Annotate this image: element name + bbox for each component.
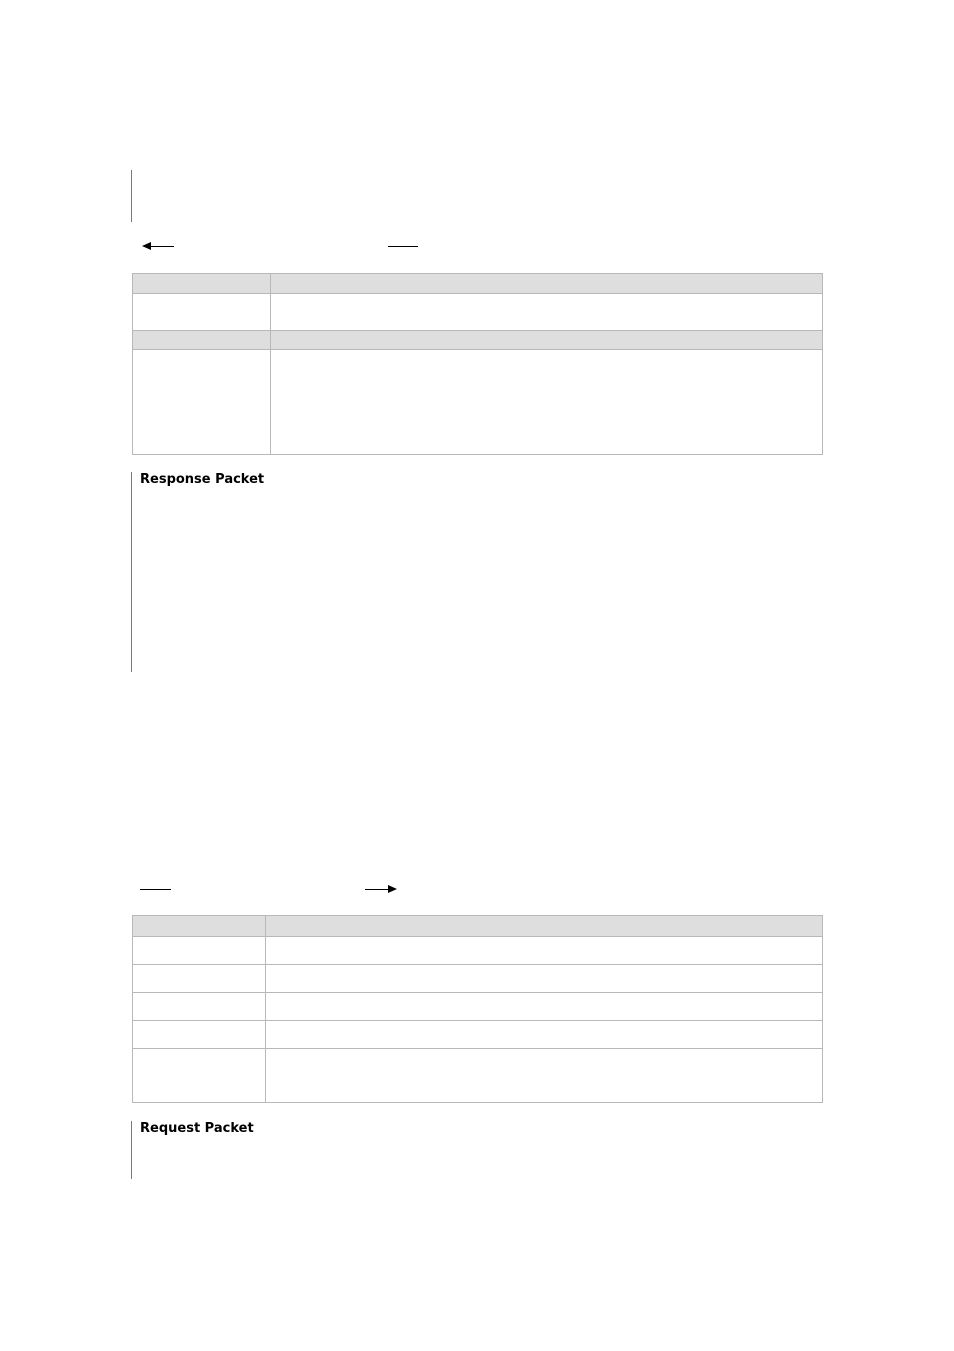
request-table (132, 915, 823, 1103)
left-rule-top (131, 170, 132, 222)
left-rule-request (131, 1121, 132, 1179)
table-cell (133, 916, 266, 936)
arrow-right-icon (388, 885, 397, 893)
table-row (133, 936, 822, 964)
table-cell (266, 993, 822, 1020)
table-cell (266, 937, 822, 964)
table-row (133, 349, 822, 454)
table-header-row (133, 274, 822, 293)
table-cell (133, 1049, 266, 1102)
table-cell (133, 937, 266, 964)
left-rule-response (131, 472, 132, 672)
arrow-left-shaft (150, 246, 174, 247)
response-packet-heading: Response Packet (140, 472, 265, 487)
table-cell (271, 294, 822, 330)
table-header-row (133, 330, 822, 349)
table-cell (266, 916, 822, 936)
table-cell (133, 350, 271, 454)
table-cell (133, 993, 266, 1020)
table-cell (271, 350, 822, 454)
table-row (133, 1048, 822, 1102)
table-cell (266, 965, 822, 992)
response-table (132, 273, 823, 455)
connector-line (140, 889, 171, 890)
table-row (133, 992, 822, 1020)
table-cell (133, 294, 271, 330)
arrow-right-shaft (365, 889, 388, 890)
table-cell (133, 1021, 266, 1048)
table-cell (133, 965, 266, 992)
table-row (133, 293, 822, 330)
table-cell (133, 331, 271, 349)
table-cell (133, 274, 271, 293)
request-packet-heading: Request Packet (140, 1121, 254, 1136)
table-cell (271, 274, 822, 293)
table-row (133, 964, 822, 992)
table-cell (266, 1021, 822, 1048)
connector-line (388, 246, 418, 247)
table-row (133, 1020, 822, 1048)
table-header-row (133, 916, 822, 936)
table-cell (266, 1049, 822, 1102)
table-cell (271, 331, 822, 349)
